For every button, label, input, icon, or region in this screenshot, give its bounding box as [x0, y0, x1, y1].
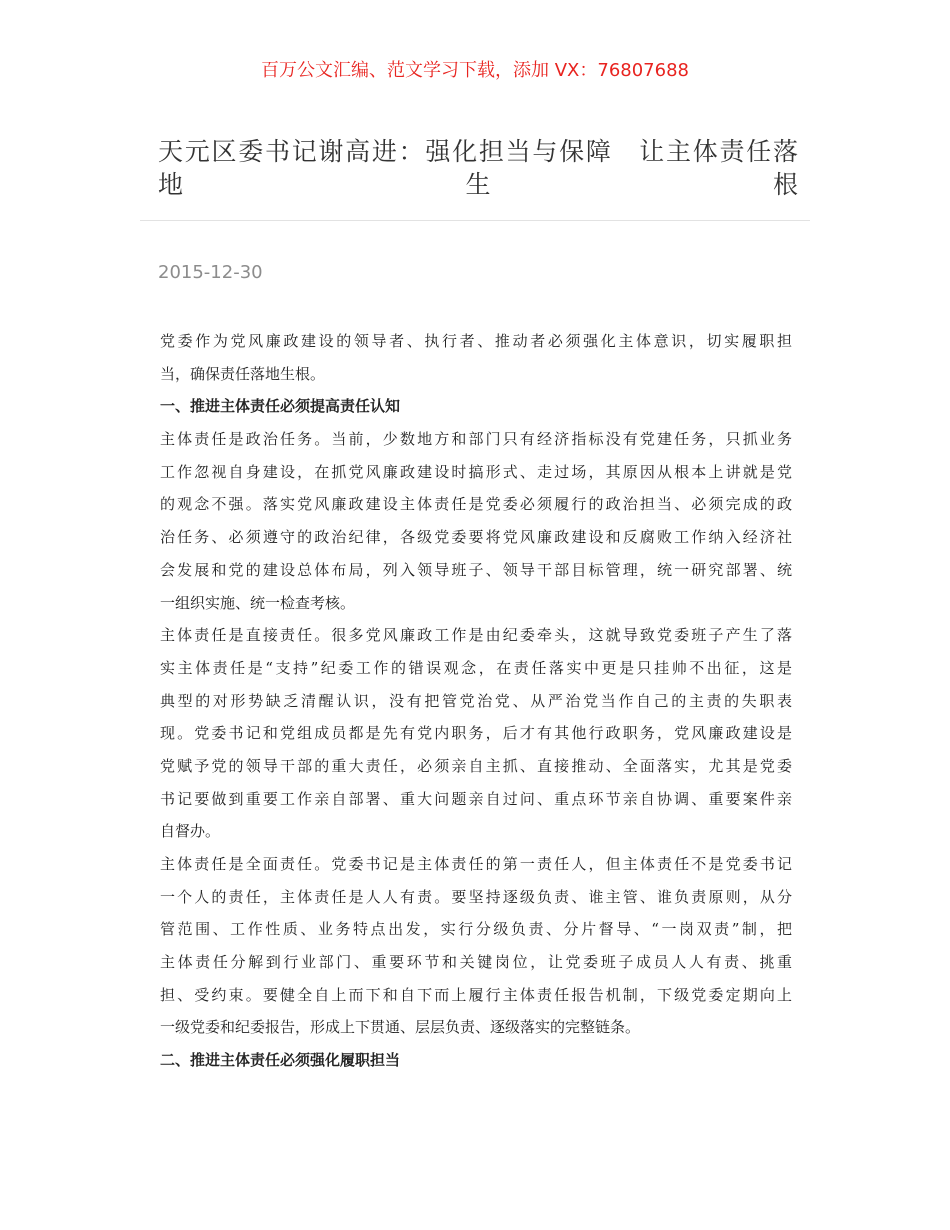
text-line: 现。党委书记和党组成员都是先有党内职务，后才有其他行政职务，党风廉政建设是 — [160, 724, 792, 743]
publish-date: 2015-12-30 — [158, 262, 263, 283]
text-line: 会发展和党的建设总体布局，列入领导班子、领导干部目标管理，统一研究部署、统 — [160, 560, 792, 579]
promo-banner: 百万公文汇编、范文学习下载，添加 VX：76807688 — [261, 60, 689, 81]
text-line: 治任务、必须遵守的政治纪律，各级党委要将党风廉政建设和反腐败工作纳入经济社 — [160, 528, 792, 547]
text-line: 自督办。 — [160, 822, 221, 841]
paragraph — [160, 848, 792, 1044]
text-line: 实主体责任是“支持”纪委工作的错误观念，在责任落实中更是只挂帅不出征，这是 — [160, 658, 792, 677]
title-line: 天元区委书记谢高进：强化担当与保障 让主体责任落 — [158, 137, 798, 166]
text-line: 一级党委和纪委报告，形成上下贯通、层层负责、逐级落实的完整链条。 — [160, 1018, 641, 1037]
text-line: 一、推进主体责任必须提高责任认知 — [160, 397, 401, 416]
text-line: 典型的对形势缺乏清醒认识，没有把管党治党、从严治党当作自己的主责的失职表 — [160, 691, 792, 710]
text-line: 主体责任分解到行业部门、重要环节和关键岗位，让党委班子成员人人有责、挑重 — [160, 953, 792, 972]
section-heading — [160, 1044, 792, 1077]
text-line: 党赋予党的领导干部的重大责任，必须亲自主抓、直接推动、全面落实，尤其是党委 — [160, 756, 792, 775]
text-line: 党委作为党风廉政建设的领导者、执行者、推动者必须强化主体意识，切实履职担 — [160, 332, 792, 350]
title-divider — [140, 220, 810, 221]
text-line: 管范围、工作性质、业务特点出发，实行分级负责、分片督导、“一岗双责”制，把 — [160, 920, 792, 939]
text-line: 主体责任是直接责任。很多党风廉政工作是由纪委牵头，这就导致党委班子产生了落 — [160, 626, 792, 645]
text-line: 一个人的责任，主体责任是人人有责。要坚持逐级负责、谁主管、谁负责原则，从分 — [160, 887, 792, 906]
section-heading — [160, 390, 792, 423]
text-line: 主体责任是全面责任。党委书记是主体责任的第一责任人，但主体责任不是党委书记 — [160, 855, 792, 873]
paragraph — [160, 423, 792, 619]
text-line: 主体责任是政治任务。当前，少数地方和部门只有经济指标没有党建任务，只抓业务 — [160, 430, 792, 449]
article-body — [160, 325, 792, 1077]
text-line: 二、推进主体责任必须强化履职担当 — [160, 1051, 401, 1070]
text-line: 一组织实施、统一检查考核。 — [160, 593, 356, 612]
paragraph — [160, 619, 792, 848]
text-line: 担、受约束。要健全自上而下和自下而上履行主体责任报告机制，下级党委定期向上 — [160, 985, 792, 1004]
text-line: 工作忽视自身建设，在抓党风廉政建设时搞形式、走过场，其原因从根本上讲就是党 — [160, 462, 792, 481]
text-line: 当，确保责任落地生根。 — [160, 364, 326, 383]
article-title — [158, 136, 798, 201]
paragraph — [160, 325, 792, 390]
title-line: 地生根 — [158, 169, 798, 199]
text-line: 的观念不强。落实党风廉政建设主体责任是党委必须履行的政治担当、必须完成的政 — [160, 495, 792, 514]
text-line: 书记要做到重要工作亲自部署、重大问题亲自过问、重点环节亲自协调、重要案件亲 — [160, 789, 792, 808]
